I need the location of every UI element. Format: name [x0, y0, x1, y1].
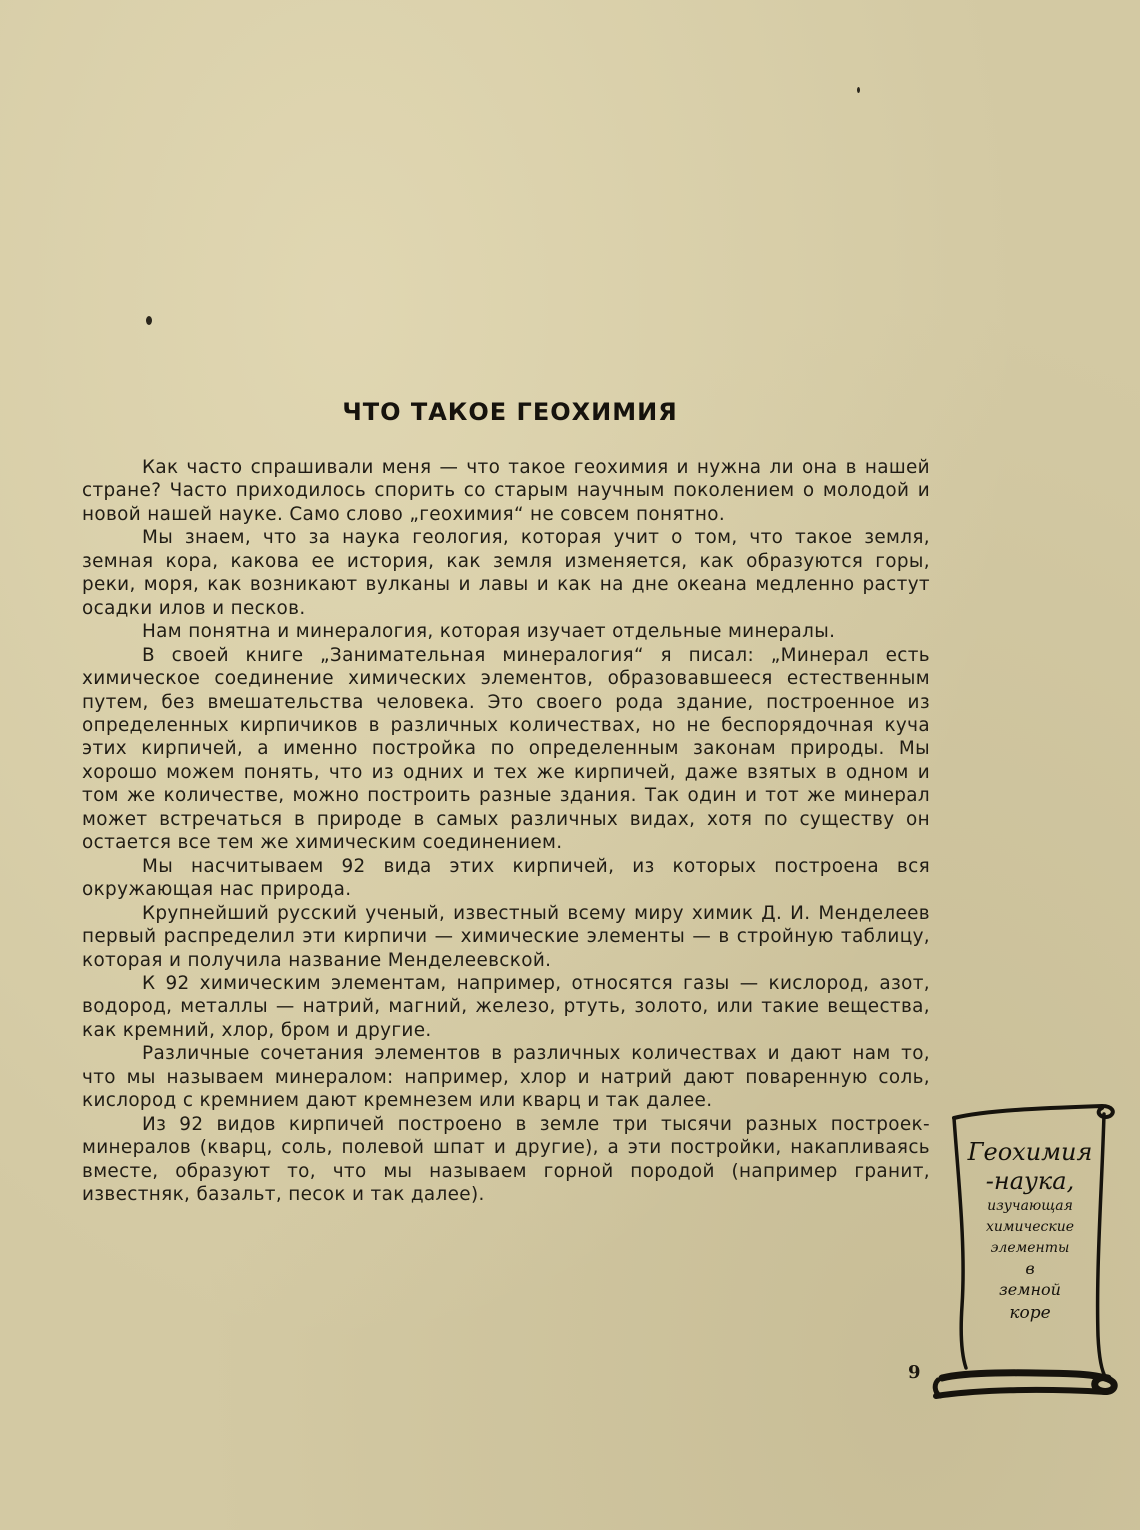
paragraph: В своей книге „Занимательная минералогия“ я писал: „Минерал есть химическое соединение химических элементов, образовавшееся естественным путем, без вмешательства человека. Это своего рода здание, построенное из определенных кирпичиков в различных количествах, но не беспорядочная куча этих кирпичей, а именно постройка по определенным законам природы. Мы хорошо можем понять, что из одних и тех же кирпичей, даже взятых в одном и том же количестве, можно построить разные здания. Так один и тот же минерал может встречаться в природе в самых различных видах, хотя по существу он остается все тем же химическим соединением. — [82, 644, 930, 854]
margin-note-scroll — [926, 1096, 1126, 1402]
page-title: ЧТО ТАКОЕ ГЕОХИМИЯ — [342, 398, 678, 426]
margin-note-line: Геохимия — [967, 1138, 1093, 1166]
paragraph: К 92 химическим элементам, например, относятся газы — кислород, азот, водород, металлы — натрий, магний, железо, ртуть, золото, или такие вещества, как кремний, хлор, бром и другие. — [82, 972, 930, 1041]
margin-note-line: коре — [1009, 1303, 1051, 1323]
paragraph: Крупнейший русский ученый, известный всему миру химик Д. И. Менделеев первый распределил эти кирпичи — химические элементы — в стройную таблицу, которая и получила название Менделеевской. — [82, 902, 930, 971]
margin-note-line: изучающая — [987, 1198, 1073, 1214]
paragraph: Мы знаем, что за наука геология, которая учит о том, что такое земля, земная кора, какова ее история, как земля изменяется, как образуются горы, реки, моря, как возникают вулканы и лавы и как на дне океана медленно растут осадки илов и песков. — [82, 527, 930, 619]
paragraph: Из 92 видов кирпичей построено в земле три тысячи разных построек-минералов (кварц, соль, полевой шпат и другие), а эти постройки, накапливаясь вместе, образуют то, что мы называем горной породой (например гранит, известняк, базальт, песок и так далее). — [82, 1113, 930, 1206]
page-number: 9 — [908, 1362, 921, 1383]
margin-note — [960, 1138, 1100, 1325]
margin-note-line: элементы — [990, 1240, 1070, 1256]
margin-note-line: химические — [985, 1219, 1075, 1235]
margin-note-line: земной — [999, 1280, 1061, 1299]
paragraph: Нам понятна и минералогия, которая изучает отдельные минералы. — [142, 621, 836, 643]
paragraph: Различные сочетания элементов в различных количествах и дают нам то, что мы называем минералом: например, хлор и натрий дают поваренную соль, кислород с кремнием дают кремнезем или кварц и так далее. — [82, 1043, 930, 1112]
paragraph: Как часто спрашивали меня — что такое геохимия и нужна ли она в нашей стране? Часто приходилось спорить со старым научным поколением о молодой и новой нашей науке. Само слово „геохимия“ не совсем понятно. — [82, 457, 930, 525]
print-speck — [146, 316, 152, 325]
print-speck — [857, 87, 860, 93]
body-text — [82, 456, 930, 1207]
paragraph: Мы насчитываем 92 вида этих кирпичей, из которых построена вся окружающая нас природа. — [82, 855, 930, 901]
margin-note-line: -наука, — [985, 1167, 1075, 1195]
margin-note-line: в — [1025, 1259, 1035, 1278]
